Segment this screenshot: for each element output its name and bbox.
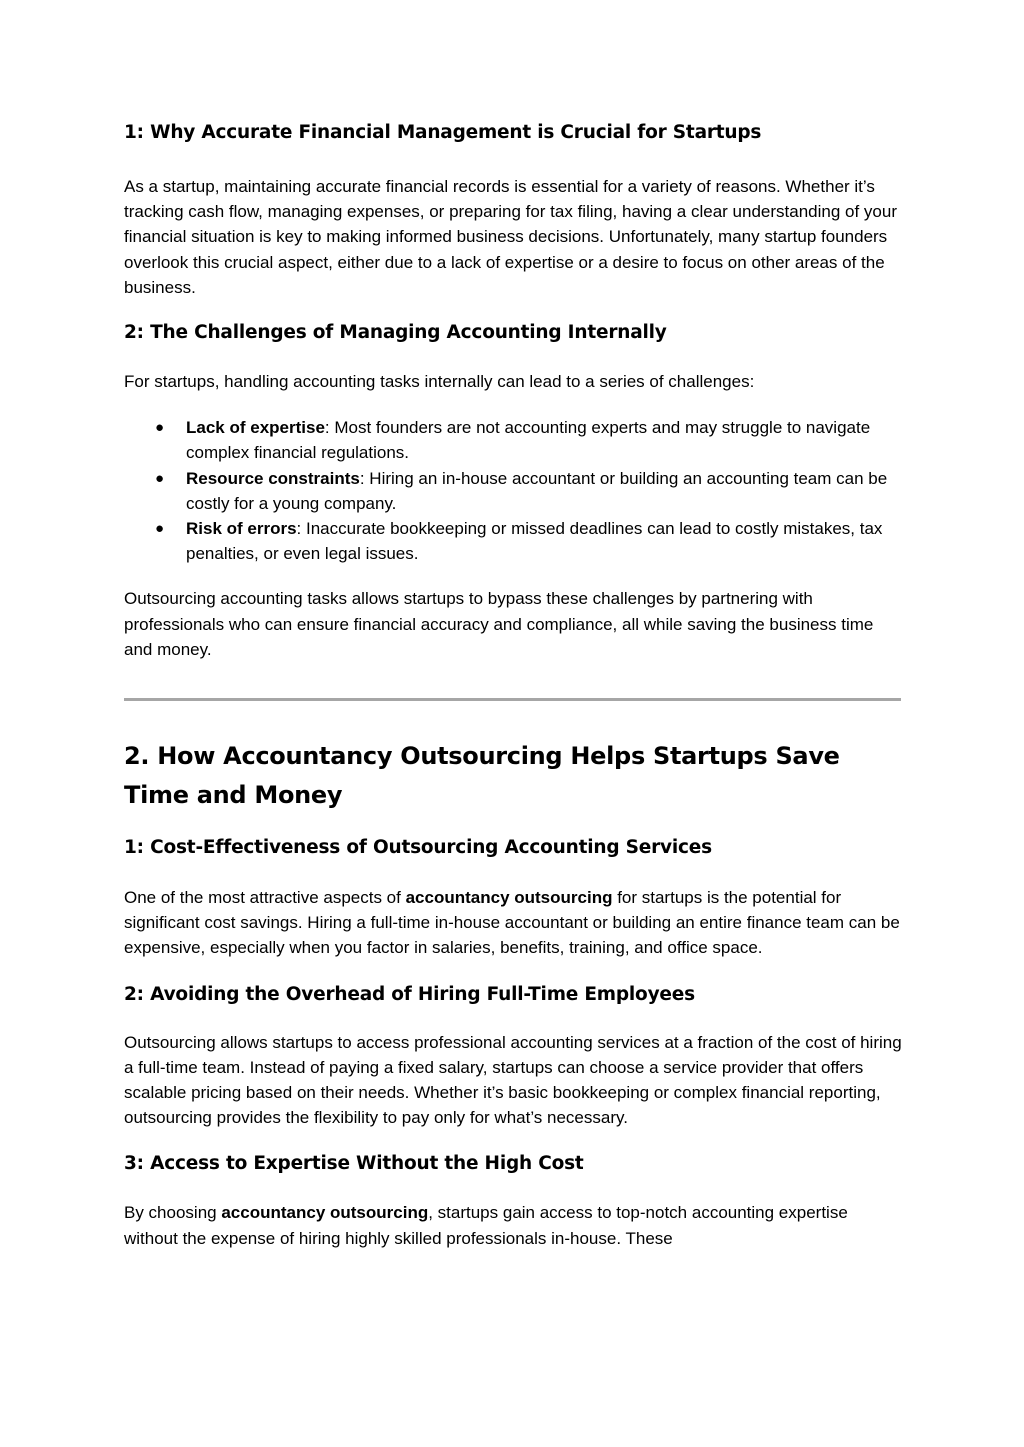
paragraph-why-accurate: As a startup, maintaining accurate financial records is essential for a variety of reasons. Whether it’s tracking cash flow, managing expenses, or preparing for tax filing, having a clear understanding of your financial situation is key to making informed business decisions. Unfortunately, many startup founders overlook this crucial aspect, either due to a lack of expertise or a desire to focus on other areas of the business. [124,177,898,297]
heading-access-to-expertise: 3: Access to Expertise Without the High Cost [124,1153,584,1175]
challenges-list [124,415,904,566]
paragraph-outsourcing-benefit: Outsourcing accounting tasks allows startups to bypass these challenges by partnering with professionals who can ensure financial accuracy and compliance, all while saving the business time and money. [124,589,874,659]
heading-cost-effectiveness: 1: Cost-Effectiveness of Outsourcing Accounting Services [124,837,712,859]
bullet-icon: ● [155,469,165,487]
paragraph-text: for startups is the potential for significant cost savings. Hiring a full-time in-house accountant or building an entire finance team can be expensive, especially when you factor in salaries, benefits, training, and office space. [124,888,900,958]
list-item-bold-term: Lack of expertise [186,418,325,438]
bullet-icon: ● [155,419,165,437]
bullet-icon: ● [155,520,165,538]
list-item-risk-of-errors [124,516,904,566]
paragraph-cost-effectiveness [124,885,904,961]
bold-term-accountancy-outsourcing: accountancy outsourcing [221,1203,429,1223]
list-item-text: : Inaccurate bookkeeping or missed deadlines can lead to costly mistakes, tax penalties, or even legal issues. [186,519,883,564]
list-item-resource-constraints [124,466,904,516]
list-item-text: : Hiring an in-house accountant or building an accounting team can be costly for a young company. [186,468,888,513]
section-title-how-outsourcing-helps: 2. How Accountancy Outsourcing Helps Startups Save Time and Money [124,742,840,810]
heading-challenges-internal-accounting: 2: The Challenges of Managing Accounting Internally [124,322,667,344]
bold-term-accountancy-outsourcing: accountancy outsourcing [405,888,613,908]
heading-why-accurate-financial-management: 1: Why Accurate Financial Management is Crucial for Startups [124,122,762,143]
paragraph-text: One of the most attractive aspects of [124,888,406,908]
document-page [124,120,904,1251]
list-item-bold-term: Resource constraints [186,468,360,488]
paragraph-text: By choosing [124,1203,222,1223]
paragraph-access-to-expertise [124,1200,904,1250]
paragraph-challenges-intro: For startups, handling accounting tasks internally can lead to a series of challenges: [124,372,755,392]
paragraph-text: , startups gain access to top-notch accounting expertise without the expense of hiring highly skilled professionals in-house. These [124,1203,848,1248]
horizontal-divider [124,698,901,701]
heading-avoiding-overhead: 2: Avoiding the Overhead of Hiring Full-Time Employees [124,983,695,1005]
list-item-text: : Most founders are not accounting experts and may struggle to navigate complex financial regulations. [186,418,871,463]
paragraph-avoiding-overhead: Outsourcing allows startups to access professional accounting services at a fraction of the cost of hiring a full-time team. Instead of paying a fixed salary, startups can choose a service provider that offers scalable pricing based on their needs. Whether it’s basic bookkeeping or complex financial reporting, outsourcing provides the flexibility to pay only for what’s necessary. [124,1032,902,1128]
list-item-lack-of-expertise [124,415,904,465]
list-item-bold-term: Risk of errors [186,519,297,539]
